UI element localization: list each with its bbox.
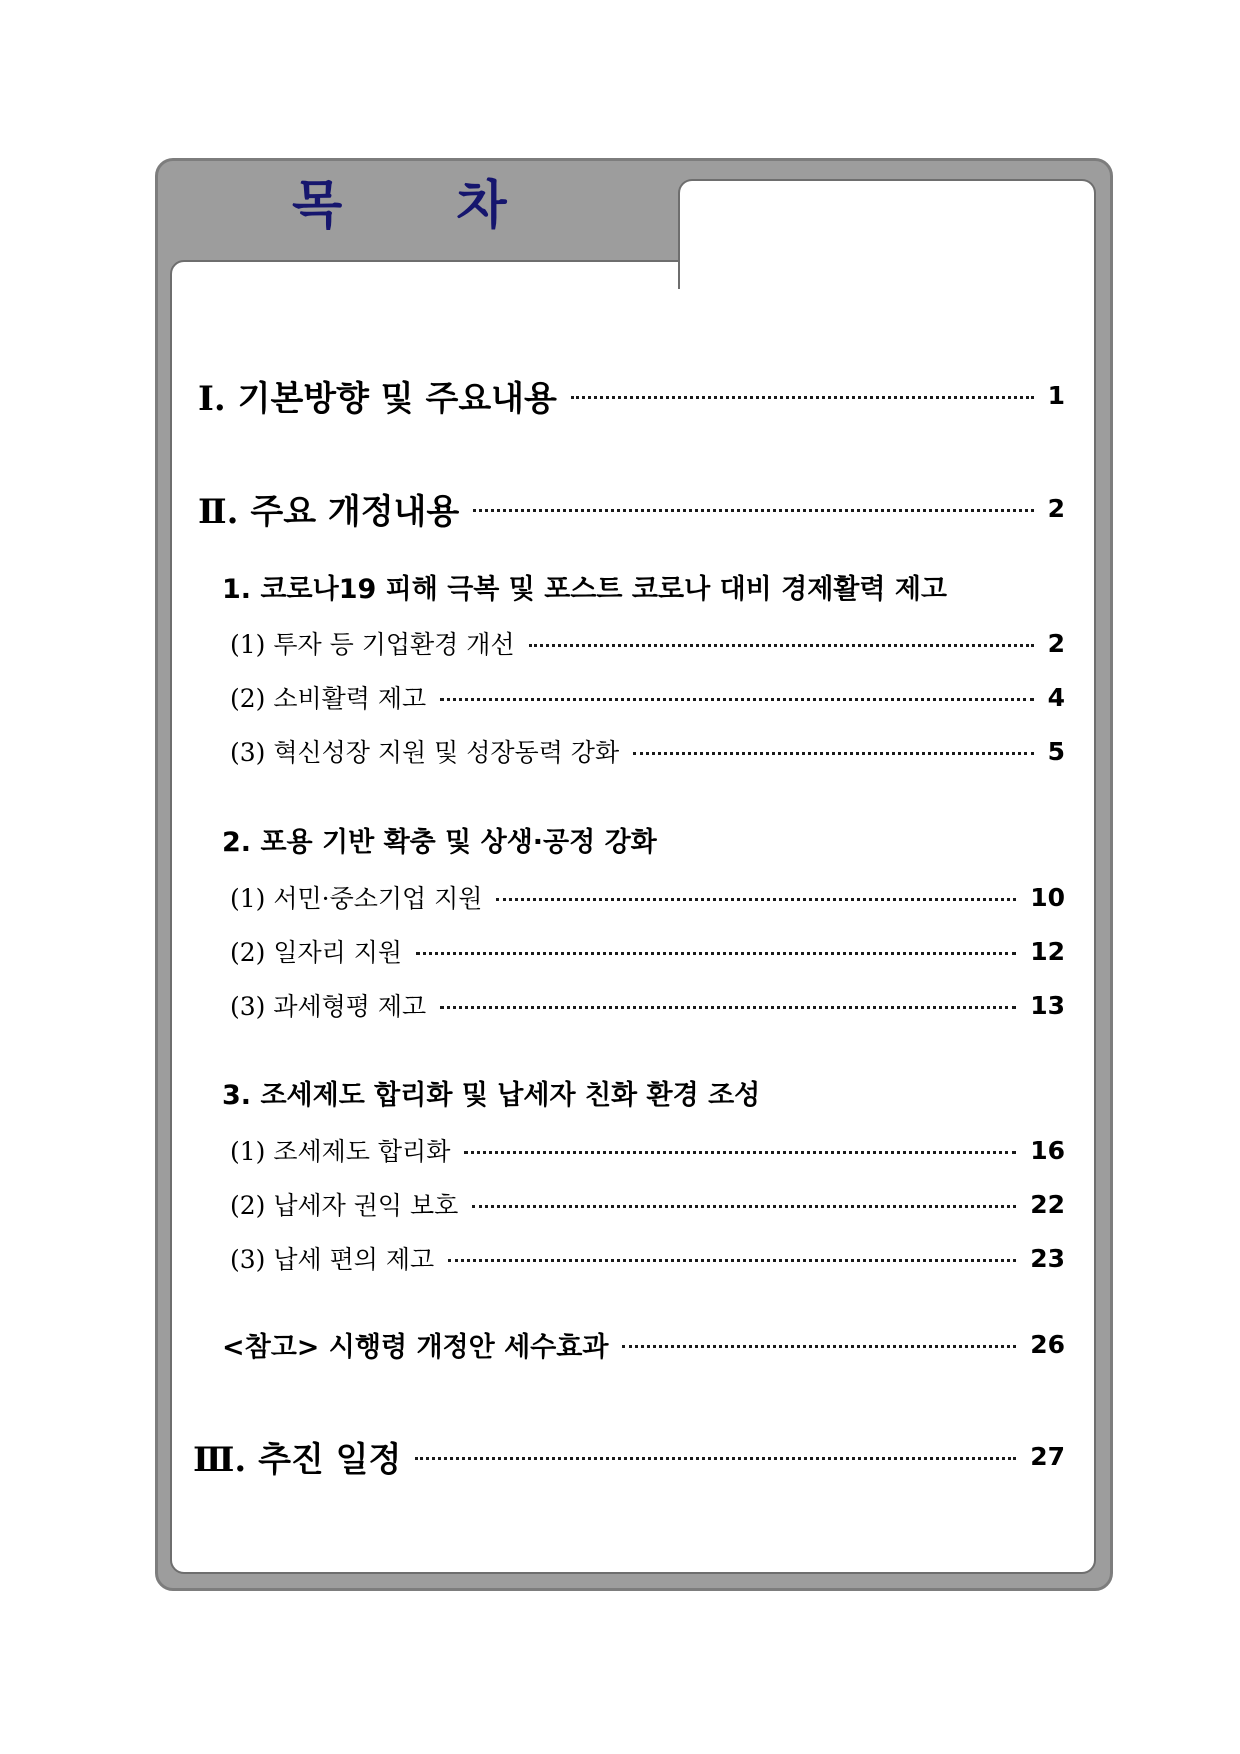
item-1-3-page: 5 — [1047, 736, 1065, 766]
toc-section-1[interactable] — [222, 561, 947, 611]
toc-panel-joint — [680, 256, 1094, 266]
toc-section-2[interactable] — [222, 814, 657, 864]
toc-item-2-3[interactable] — [230, 980, 1065, 1030]
chapter-3-page: 27 — [1030, 1441, 1065, 1471]
chapter-2-label — [198, 484, 459, 533]
toc-item-3-2[interactable] — [230, 1179, 1065, 1229]
item-2-3-page: 13 — [1030, 990, 1065, 1020]
toc-reference[interactable] — [222, 1319, 1065, 1369]
item-2-1-text: (1) 서민·중소기업 지원 — [230, 884, 483, 913]
item-3-1-page: 16 — [1030, 1135, 1065, 1165]
dot-leader — [416, 952, 1016, 955]
chapter-3-number: Ⅲ. — [193, 1439, 247, 1480]
toc-title: 목 차 — [292, 176, 555, 236]
toc-item-3-1[interactable] — [230, 1125, 1065, 1175]
chapter-1-title: 기본방향 및 주요내용 — [237, 378, 557, 419]
chapter-1-label — [198, 371, 557, 420]
dot-leader — [415, 1457, 1016, 1460]
toc-item-2-1[interactable] — [230, 872, 1065, 922]
toc-section-3[interactable] — [222, 1067, 760, 1117]
toc-chapter-1[interactable] — [198, 370, 1065, 420]
toc-panel-tab — [678, 179, 1096, 289]
item-2-3-text: (3) 과세형평 제고 — [230, 992, 427, 1021]
item-3-3-text: (3) 납세 편의 제고 — [230, 1245, 435, 1274]
dot-leader — [464, 1151, 1016, 1154]
chapter-2-page: 2 — [1047, 493, 1065, 523]
chapter-1-number: Ⅰ. — [198, 378, 226, 419]
dot-leader — [440, 698, 1033, 701]
item-1-2-page: 4 — [1047, 682, 1065, 712]
section-1-title: 1. 코로나19 피해 극복 및 포스트 코로나 대비 경제활력 제고 — [222, 573, 948, 605]
toc-chapter-2[interactable] — [198, 483, 1065, 533]
dot-leader — [529, 644, 1034, 647]
toc-item-1-1[interactable] — [230, 618, 1065, 668]
item-3-2-page: 22 — [1030, 1189, 1065, 1219]
dot-leader — [633, 752, 1033, 755]
item-1-1-text: (1) 투자 등 기업환경 개선 — [230, 630, 515, 659]
item-2-2-text: (2) 일자리 지원 — [230, 938, 403, 967]
toc-item-1-2[interactable] — [230, 672, 1065, 722]
reference-title: <참고> 시행령 개정안 세수효과 — [222, 1331, 609, 1363]
toc-item-1-3[interactable] — [230, 726, 1065, 776]
item-1-2-text: (2) 소비활력 제고 — [230, 684, 427, 713]
item-3-3-page: 23 — [1030, 1243, 1065, 1273]
section-3-title: 3. 조세제도 합리화 및 납세자 친화 환경 조성 — [222, 1079, 761, 1111]
item-2-2-page: 12 — [1030, 936, 1065, 966]
chapter-2-number: Ⅱ. — [198, 491, 239, 532]
dot-leader — [440, 1006, 1016, 1009]
toc-chapter-3[interactable] — [193, 1431, 1065, 1481]
dot-leader — [496, 898, 1016, 901]
dot-leader — [472, 1205, 1016, 1208]
chapter-3-title: 추진 일정 — [258, 1439, 402, 1480]
item-1-1-page: 2 — [1047, 628, 1065, 658]
dot-leader — [622, 1345, 1016, 1348]
dot-leader — [571, 396, 1034, 399]
toc-item-2-2[interactable] — [230, 926, 1065, 976]
toc-item-3-3[interactable] — [230, 1233, 1065, 1283]
chapter-3-label — [193, 1432, 401, 1481]
item-3-2-text: (2) 납세자 권익 보호 — [230, 1191, 459, 1220]
reference-page: 26 — [1030, 1329, 1065, 1359]
chapter-1-page: 1 — [1047, 380, 1065, 410]
dot-leader — [448, 1259, 1016, 1262]
item-2-1-page: 10 — [1030, 882, 1065, 912]
section-2-title: 2. 포용 기반 확충 및 상생·공정 강화 — [222, 826, 657, 858]
chapter-2-title: 주요 개정내용 — [250, 491, 460, 532]
item-1-3-text: (3) 혁신성장 지원 및 성장동력 강화 — [230, 738, 620, 767]
item-3-1-text: (1) 조세제도 합리화 — [230, 1137, 451, 1166]
dot-leader — [473, 509, 1033, 512]
